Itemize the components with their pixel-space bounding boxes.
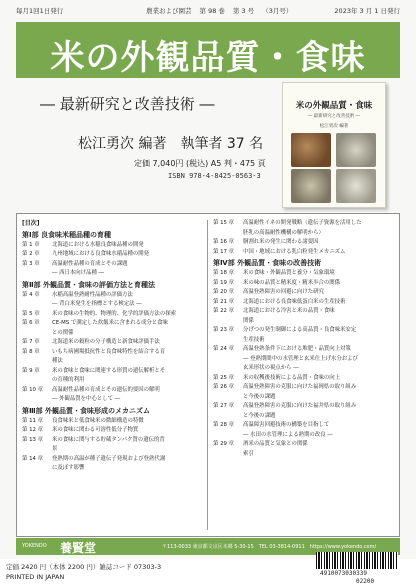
toc-continuation: の育種的利用 (52, 377, 85, 383)
chapter-title: 北海道における良食味低蛋白米の生産技術 (243, 298, 346, 305)
book-cover-image (282, 82, 386, 208)
chapter-title: 高温障害回避技術の構築を目指して (243, 422, 330, 428)
toc-chapter (213, 279, 395, 289)
toc-chapter (22, 455, 204, 465)
chapter-title: 北海道米の穀粒の分子構造と新食味評価手法 (52, 339, 160, 345)
rice-photo-3 (291, 169, 331, 203)
chapter-number: 第 6 章 (22, 320, 40, 326)
toc-chapter (213, 219, 395, 229)
chapter-number: 第 7 章 (22, 339, 40, 345)
chapter-number: 第 8 章 (22, 348, 40, 355)
chapter-number: 第 10 章 (22, 386, 44, 393)
volume-number: 第 98 巻 (199, 7, 225, 15)
chapter-number: 第 20 章 (213, 289, 235, 295)
cover-title: 米の外観品質・食味 (295, 101, 373, 111)
toc-continuation: 景 (52, 446, 58, 452)
toc-continuation: ― 外観品質を中心として ― (52, 396, 121, 402)
rice-photo-4 (336, 169, 376, 203)
book-isbn: ISBN 978-4-8425-0563-3 (168, 172, 261, 180)
toc-part-heading: 第Ⅰ部 良食味米稲品種の育種 (22, 230, 112, 239)
chapter-title: CE-MS で測定した炊飯米に含まれる成分と食味 (52, 320, 168, 326)
toc-chapter (213, 440, 395, 450)
book-authors: 松江勇次 編著 執筆者 37 名 (78, 136, 264, 152)
chapter-title: 九州地域における良食味水稲品種の開発 (52, 251, 150, 257)
chapter-number: 第 22 章 (213, 308, 235, 314)
chapter-title: いもち病圃場抵抗性と良食味特性を結合する育 (52, 348, 166, 355)
toc-chapter (22, 436, 204, 446)
toc-continuation: ― 背白米発生を指標とする検定法 ― (52, 301, 142, 307)
chapter-number: 第 25 章 (213, 374, 235, 381)
toc-continuation: 生産技術 (243, 336, 265, 343)
issue-info (146, 6, 292, 15)
cover-author: 松江勇次 編著 (319, 124, 349, 129)
toc-continuation: との関係 (52, 329, 74, 336)
chapter-title: 良食味米と低食味米の微細構造の特徴 (52, 417, 144, 424)
chapter-title: 高温登熟障害の回避に向けた研究 (243, 289, 324, 295)
chapter-number: 第 4 章 (22, 291, 40, 298)
issue-number: 第 3 号 (232, 7, 255, 15)
toc-continuation: ― 登熟期間中の水管理と玄米仕上げ水分および (243, 355, 358, 362)
chapter-title: 北海道における冷害と米の品質・食味 (243, 308, 335, 314)
chapter-title: 高温耐性品種の育成とその遺伝的要因の解明 (52, 386, 160, 393)
chapter-number: 第 23 章 (213, 327, 235, 333)
chapter-number: 第 27 章 (213, 403, 235, 409)
chapter-number: 第 17 章 (213, 248, 235, 255)
book-title: 米の外観品質・食味 (50, 38, 366, 78)
chapter-title: 米の食味・外観品質と養分・気象環境 (243, 270, 335, 276)
rice-photo-2 (336, 133, 376, 167)
chapter-title: 高温登熟障害の克服に向けた福井県の取り組み (243, 403, 357, 409)
toc-chapter (213, 374, 395, 384)
toc-right-column (213, 219, 395, 459)
footer (0, 559, 416, 587)
chapter-number: 第 11 章 (22, 417, 44, 424)
toc-chapter (22, 367, 204, 377)
publisher-address: 〒113-0033 東京都文京区本郷 5-30-15 TEL 03-3814-0911 https://www.yokendo.com/ (162, 544, 377, 550)
magazine-name: 農業および園芸 (146, 7, 192, 15)
toc-chapter (22, 310, 204, 320)
chapter-number: 第 12 章 (22, 427, 44, 433)
toc-chapter (22, 260, 204, 270)
footer-price-code: 定価 2420 円（本体 2200 円）雑誌コード 07303-3 (6, 563, 162, 571)
chapter-number: 第 13 章 (22, 436, 44, 443)
toc-chapter (22, 417, 204, 427)
chapter-title: 米の食味に関与する貯蔵タンパク質の遺伝的背 (52, 436, 165, 443)
chapter-number: 第 19 章 (213, 279, 235, 286)
chapter-number: 第 28 章 (213, 422, 235, 428)
barcode (316, 552, 398, 569)
chapter-number: 第 3 章 (22, 260, 40, 267)
chapter-title: 米の食味に関わる可溶性低分子物質 (52, 427, 139, 433)
toc-continuation: 関係 (243, 317, 254, 324)
chapter-number: 第 21 章 (213, 298, 235, 305)
chapter-number: 第 9 章 (22, 367, 40, 374)
toc-continuation: 索引 (243, 450, 254, 457)
toc-continuation: と今後の課題 (243, 412, 276, 419)
column-divider (207, 220, 208, 530)
footer-printed: PRINTED IN JAPAN (6, 573, 65, 581)
chapter-title: 登熟期の高温が種子遺伝子発現および登熟代謝 (52, 455, 166, 462)
issue-month: （3月号） (262, 7, 293, 15)
toc-heading: [目次] (22, 220, 40, 227)
toc-part-heading: 第Ⅲ部 外観品質・食味形成のメカニズム (22, 406, 151, 415)
toc-continuation: 胚乳の高温耐性機構の解明から） (243, 229, 324, 236)
chapter-title: 米の収穫後技術による品質・食味の向上 (243, 374, 341, 381)
toc-chapter (213, 345, 395, 355)
toc-left-column (22, 219, 204, 474)
toc-part-heading: 第Ⅳ部 外観品質・食味の改善技術 (213, 259, 322, 267)
issue-date: 2023年 3 月 1 日発行 (334, 7, 400, 15)
chapter-title: 高温耐性品種の育成とその課題 (52, 260, 128, 267)
toc-chapter (22, 426, 204, 436)
toc-chapter (213, 298, 395, 308)
toc-continuation: ― 水田の水管理による熟期の改良 ― (243, 431, 333, 438)
chapter-title: 中国・地域における乳白粒発生メカニズム (243, 248, 346, 255)
publisher-logo: YOKENDO (22, 543, 47, 549)
toc-chapter (22, 319, 204, 329)
chapter-title: 米の食味の生物的、物理的、化学的評価方法の探索 (52, 310, 176, 317)
rice-photo-1 (291, 133, 331, 167)
toc-continuation: ― 西日本向け品種 ― (52, 270, 104, 276)
toc-chapter (213, 269, 395, 279)
toc-continuation: 種法 (52, 358, 63, 364)
chapter-number: 第 1 章 (22, 241, 40, 248)
chapter-title: 高温耐性イネの開発戦略（遺伝子資源を活用した (243, 220, 362, 226)
chapter-title: 米の食味と食味に関連する形質の遺伝解析とそ (52, 367, 166, 374)
chapter-title: 分げつの発生制御による高品質・良食味米安定 (243, 327, 357, 333)
cover-subtitle: ― 最新研究と改善技術 ― (307, 114, 361, 119)
toc-chapter (213, 288, 395, 298)
toc-chapter (213, 238, 395, 248)
toc-chapter (213, 402, 395, 412)
chapter-number: 第 18 章 (213, 270, 235, 276)
publisher-name: 養賢堂 (60, 541, 97, 555)
issue-header (16, 6, 400, 18)
chapter-number: 第 29 章 (213, 441, 235, 447)
barcode-addon-number: 02200 (356, 578, 375, 585)
chapter-number: 第 15 章 (213, 220, 235, 226)
toc-part-heading: 第Ⅱ部 外観品質・食味の評価方法と育種法 (22, 280, 156, 289)
toc-continuation: に及ぼす影響 (52, 465, 85, 471)
chapter-number: 第 2 章 (22, 251, 40, 257)
title-banner (16, 22, 400, 78)
toc-chapter (22, 291, 204, 301)
toc-continuation: と今後の課題 (243, 393, 276, 400)
chapter-number: 第 14 章 (22, 455, 44, 462)
toc-chapter (22, 386, 204, 396)
table-of-contents (16, 213, 400, 537)
toc-chapter (22, 338, 204, 348)
chapter-number: 第 26 章 (213, 384, 235, 390)
toc-chapter (22, 241, 204, 251)
toc-continuation: 玄米形状の視点から ― (243, 365, 299, 371)
barcode-number: 4910073030339 (320, 570, 367, 577)
chapter-title: 胴割れ米の発生に関わる諸要因 (243, 239, 319, 245)
chapter-number: 第 24 章 (213, 346, 235, 352)
chapter-title: 北海道における水稲良食味品種の開発 (52, 241, 144, 248)
chapter-title: 酒米の品質と気象との関係 (243, 441, 308, 447)
chapter-title: 米の味の品質と精米度・精米歩合の関係 (243, 279, 341, 286)
toc-chapter (22, 348, 204, 358)
toc-chapter (213, 383, 395, 393)
chapter-title: 高温登熟条件下における堆肥・品質向上対策 (243, 346, 351, 352)
chapter-title: 水稲高温登熟耐性品種の評価方法 (52, 291, 133, 298)
toc-chapter (213, 326, 395, 336)
publication-frequency: 毎月1回1日発行 (16, 7, 64, 15)
toc-chapter (213, 307, 395, 317)
chapter-number: 第 16 章 (213, 239, 235, 245)
book-subtitle: ― 最新研究と改善技術 ― (40, 95, 215, 113)
toc-chapter (213, 248, 395, 258)
book-price: 定価 7,040円 (税込) A5 判・475 頁 (134, 159, 266, 168)
toc-chapter (213, 421, 395, 431)
chapter-number: 第 5 章 (22, 310, 40, 317)
toc-chapter (22, 250, 204, 260)
chapter-title: 高温登熟障害の克服に向けた福岡県の取り組み (243, 384, 357, 390)
